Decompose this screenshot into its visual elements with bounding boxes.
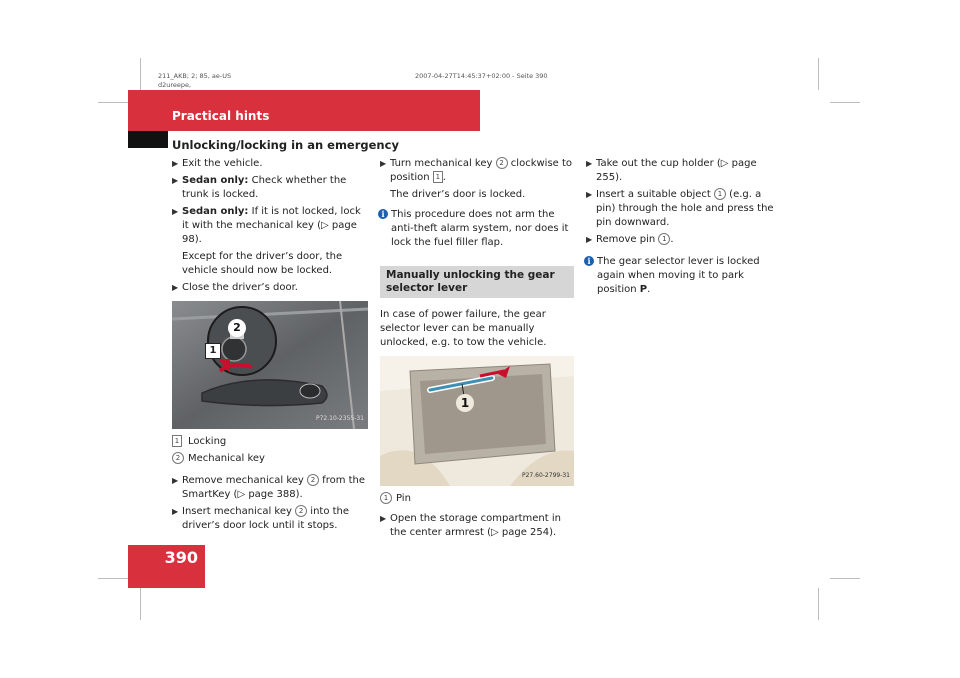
callout-2: 2 — [228, 319, 246, 337]
crop-mark — [98, 102, 128, 103]
intro-paragraph: In case of power failure, the gear selector lever can be manually unlocked, e.g. to tow the vehicle. — [380, 309, 547, 348]
crop-mark — [818, 588, 819, 620]
header-tab — [128, 131, 168, 148]
step: ▶ Close the driver’s door. — [172, 282, 298, 293]
armrest-illustration — [380, 356, 574, 486]
image-code: P27.60-2799-31 — [521, 472, 570, 479]
triangle-right-icon: ▶ — [172, 159, 179, 168]
armrest-figure — [380, 356, 574, 486]
page-number: 390 — [164, 548, 198, 567]
legend-item: 1 Pin — [380, 492, 574, 506]
triangle-right-icon: ▶ — [586, 159, 593, 168]
info-icon: i — [584, 256, 594, 266]
section-title: Unlocking/locking in an emergency — [172, 138, 399, 152]
legend-item: 1 Locking — [172, 435, 368, 449]
triangle-right-icon: ▶ — [586, 235, 593, 244]
triangle-right-icon: ▶ — [380, 514, 387, 523]
print-timestamp: 2007-04-27T14:45:37+02:00 - Seite 390 — [415, 72, 548, 80]
step: ▶ Insert mechanical key 2 into the driver’s door lock until it stops. — [172, 506, 350, 531]
section-heading: Manually unlocking the gear selector lever — [380, 266, 574, 298]
callout-1: 1 — [205, 343, 221, 359]
door-handle-figure — [172, 301, 368, 429]
print-meta — [158, 72, 231, 90]
step: ▶ Exit the vehicle. — [172, 158, 263, 169]
crop-mark — [830, 102, 860, 103]
door-handle-illustration — [172, 301, 368, 429]
image-code: P72.10-2355-31 — [315, 415, 364, 422]
column-3 — [586, 157, 782, 300]
print-meta-line1: 211_AKB; 2; 85, ae-US — [158, 72, 232, 80]
step: ▶ Open the storage compartment in the center armrest (▷ page 254). — [380, 513, 561, 538]
crop-mark — [140, 58, 141, 90]
step: ▶ Sedan only: If it is not locked, lock it with the mechanical key (▷ page 98). Except for the driver’s door, the vehicle should now be locked. — [172, 205, 368, 278]
info-note: i The gear selector lever is locked again when moving it to park position P. — [586, 255, 782, 297]
print-meta-line2: d2ureepe, — [158, 81, 192, 89]
triangle-right-icon: ▶ — [172, 507, 179, 516]
step-note: The driver’s door is locked. — [390, 189, 526, 200]
step: ▶ Turn mechanical key 2 clockwise to position 1 . The driver’s door is locked. — [380, 158, 573, 200]
chapter-title: Practical hints — [172, 109, 270, 123]
triangle-right-icon: ▶ — [172, 476, 179, 485]
step: ▶ Remove pin 1 . — [586, 234, 674, 245]
triangle-right-icon: ▶ — [380, 159, 387, 168]
crop-mark — [830, 578, 860, 579]
step-note: Except for the driver’s door, the vehicle should now be locked. — [182, 251, 343, 276]
column-2 — [380, 157, 574, 543]
info-note: i This procedure does not arm the anti-theft alarm system, nor does it lock the fuel filler flap. — [380, 208, 574, 250]
triangle-right-icon: ▶ — [172, 207, 179, 216]
legend-item: 2 Mechanical key — [172, 452, 368, 466]
callout-pin: 1 — [456, 394, 474, 412]
step: ▶ Take out the cup holder (▷ page 255). — [586, 158, 757, 183]
column-1 — [172, 157, 368, 536]
step: ▶ Insert a suitable object 1 (e.g. a pin) through the hole and press the pin downward. — [586, 189, 774, 228]
crop-mark — [140, 588, 141, 620]
crop-mark — [98, 578, 128, 579]
step: ▶ Sedan only: Check whether the trunk is locked. — [172, 175, 347, 200]
triangle-right-icon: ▶ — [586, 190, 593, 199]
crop-mark — [818, 58, 819, 90]
triangle-right-icon: ▶ — [172, 283, 179, 292]
triangle-right-icon: ▶ — [172, 176, 179, 185]
info-icon: i — [378, 209, 388, 219]
step: ▶ Remove mechanical key 2 from the SmartKey (▷ page 388). — [172, 475, 366, 500]
